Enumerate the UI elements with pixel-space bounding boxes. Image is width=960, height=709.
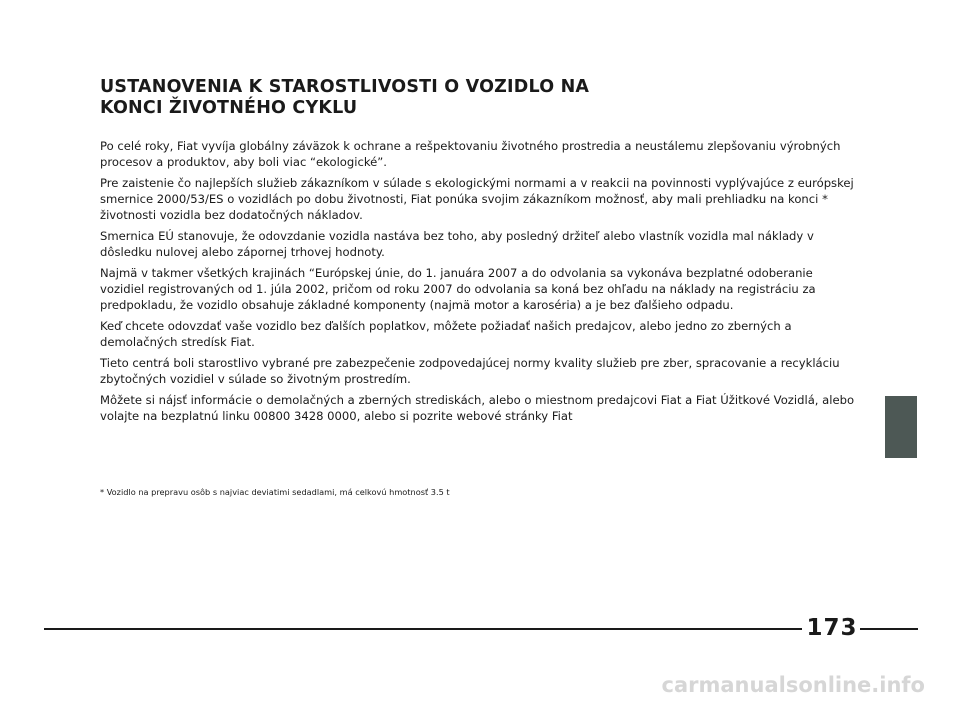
section-tab-marker (885, 396, 917, 458)
paragraph: Pre zaistenie čo najlepších služieb zákazníkom v súlade s ekologickými normami a v reakcii na povinnosti vyplývajúce z európskej smernice 2000/53/ES o vozidlách po dobu životnosti, Fiat ponúka svojim zákazníkom možnosť, aby mali prehliadku na konci * životnosti vozidla bez dodatočných nákladov. (100, 176, 854, 222)
page-title-line-1: USTANOVENIA K STAROSTLIVOSTI O VOZIDLO NA (100, 77, 590, 97)
body-text (100, 138, 860, 429)
paragraph: Môžete si nájsť informácie o demolačných a zberných strediskách, alebo o miestnom predajcovi Fiat a Fiat Úžitkové Vozidlá, alebo volajte na bezplatnú linku 00800 3428 0000, alebo si pozrite webové stránky Fiat (100, 393, 855, 423)
paragraph: Smernica EÚ stanovuje, že odovzdanie vozidla nastáva bez toho, aby posledný držiteľ alebo vlastník vozidla mal náklady v dôsledku nulovej alebo zápornej trhovej hodnoty. (100, 229, 814, 259)
watermark: carmanualsonline.info (661, 673, 925, 697)
footer-divider-right (860, 628, 918, 630)
page-title-line-2: KONCI ŽIVOTNÉHO CYKLU (100, 98, 358, 118)
paragraph: Keď chcete odovzdať vaše vozidlo bez ďalších poplatkov, môžete požiadať našich predajcov, alebo jedno zo zberných a demolačných stredísk Fiat. (100, 319, 792, 349)
page-number: 173 (806, 615, 858, 641)
page-title (100, 77, 740, 119)
footer-divider-left (44, 628, 802, 630)
footnote: * Vozidlo na prepravu osôb s najviac deviatimi sedadlami, má celkovú hmotnosť 3.5 t (100, 487, 450, 497)
paragraph: Najmä v takmer všetkých krajinách “Európskej únie, do 1. januára 2007 a do odvolania sa vykonáva bezplatné odoberanie vozidiel registrovaných od 1. júla 2002, pričom od roku 2007 do odvolania sa koná bez ohľadu na náklady na registráciu za predpokladu, že vozidlo obsahuje základné komponenty (najmä motor a karoséria) a je bez ďalšieho odpadu. (100, 266, 816, 312)
paragraph: Po celé roky, Fiat vyvíja globálny záväzok k ochrane a rešpektovaniu životného prostredia a neustálemu zlepšovaniu výrobných procesov a produktov, aby boli viac “ekologické”. (100, 139, 841, 169)
paragraph: Tieto centrá boli starostlivo vybrané pre zabezpečenie zodpovedajúcej normy kvality služieb pre zber, spracovanie a recykláciu zbytočných vozidiel v súlade so životným prostredím. (100, 356, 840, 386)
